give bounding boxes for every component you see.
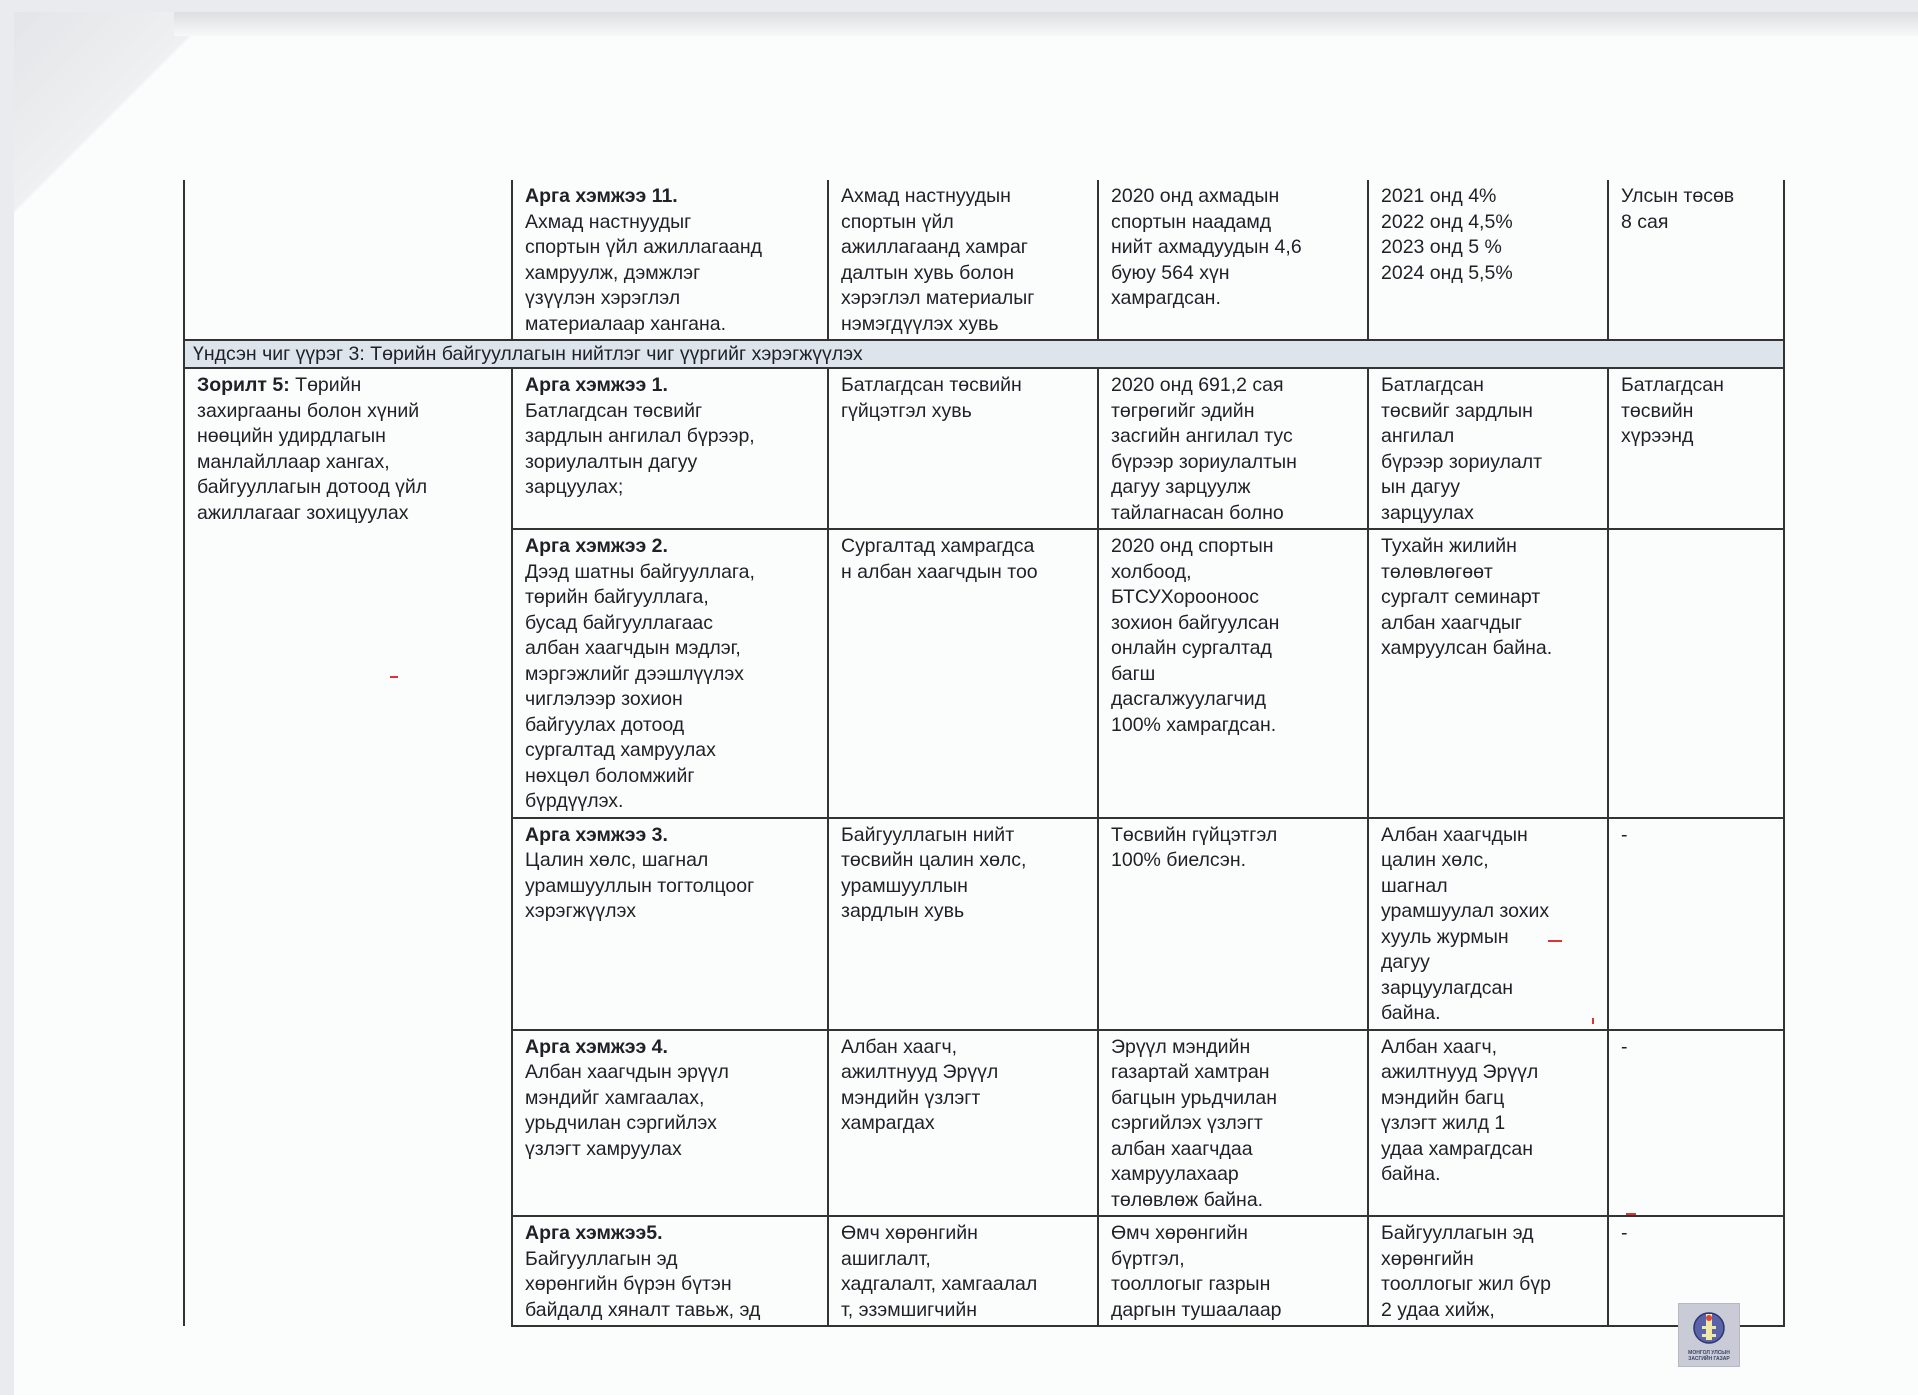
action-description: Албан хаагчдын эрүүл мэндийг хамгаалах, урьдчилан сэргийлэх үзлэгт хамруулах: [525, 1061, 729, 1160]
action-cell: [512, 180, 828, 340]
baseline-cell: Эрүүл мэндийн газартай хамтран багцын урьдчилан сэргийлэх үзлэгт албан хаагчдаа хамруулахаар төлөвлөж байна.: [1098, 1030, 1368, 1217]
budget-cell: -: [1608, 1216, 1784, 1326]
document-page: [183, 180, 1783, 1321]
action-cell: [512, 1216, 828, 1326]
baseline-cell: 2020 онд ахмадын спортын наадамд нийт ахмадуудын 4,6 буюу 564 хүн хамрагдсан.: [1098, 180, 1368, 340]
target-cell: Батлагдсан төсвийг зардлын ангилал бүрээр зориулалт ын дагуу зарцуулах: [1368, 368, 1608, 529]
indicator-cell: Ахмад настнуудын спортын үйл ажиллагаанд хамраг далтын хувь болон хэрэглэл материалыг нэмэгдүүлэх хувь: [828, 180, 1098, 340]
action-title: Арга хэмжээ 1.: [525, 374, 668, 396]
target-cell: Байгууллагын эд хөрөнгийн тооллогыг жил бүр 2 удаа хийж,: [1368, 1216, 1608, 1326]
action-title: Арга хэмжээ5.: [525, 1222, 663, 1244]
action-description: Ахмад настнуудыг спортын үйл ажиллагаанд хамруулж, дэмжлэг үзүүлэн хэрэглэл материалаар хангана.: [525, 210, 763, 335]
page-top-shadow: [174, 12, 1918, 36]
indicator-cell: Өмч хөрөнгийн ашиглалт, хадгалалт, хамгаалал т, эзэмшигчийн: [828, 1216, 1098, 1326]
goal-cell: [184, 368, 512, 1326]
scan-speck: [390, 676, 398, 678]
baseline-cell: Төсвийн гүйцэтгэл 100% биелсэн.: [1098, 818, 1368, 1030]
action-cell: [512, 529, 828, 818]
budget-cell: -: [1608, 1030, 1784, 1217]
indicator-cell: Сургалтад хамрагдса н албан хаагчдын тоо: [828, 529, 1098, 818]
target-cell: Албан хаагч, ажилтнууд Эрүүл мэндийн багц үзлэгт жилд 1 удаа хамрагдсан байна.: [1368, 1030, 1608, 1217]
budget-cell: [1608, 529, 1784, 818]
table-row: [184, 368, 1784, 529]
soyombo-emblem-icon: [1692, 1308, 1726, 1348]
indicator-cell: Байгууллагын нийт төсвийн цалин хөлс, урамшууллын зардлын хувь: [828, 818, 1098, 1030]
action-description: Цалин хөлс, шагнал урамшууллын тогтолцоог хэрэгжүүлэх: [525, 849, 755, 922]
action-plan-table: [183, 180, 1785, 1326]
section-header-row: [184, 340, 1784, 368]
indicator-cell: Батлагдсан төсвийн гүйцэтгэл хувь: [828, 368, 1098, 529]
action-cell: [512, 818, 828, 1030]
budget-cell: -: [1608, 818, 1784, 1030]
goal-cell-empty: [184, 180, 512, 340]
target-cell: 2021 онд 4% 2022 онд 4,5% 2023 онд 5 % 2024 онд 5,5%: [1368, 180, 1608, 340]
action-cell: [512, 368, 828, 529]
target-cell: Тухайн жилийн төлөвлөгөөт сургалт семинарт албан хаагчдыг хамруулсан байна.: [1368, 529, 1608, 818]
scan-speck: [1626, 1213, 1636, 1215]
government-emblem: [1678, 1303, 1740, 1367]
action-title: Арга хэмжээ 3.: [525, 823, 668, 846]
indicator-cell: Албан хаагч, ажилтнууд Эрүүл мэндийн үзлэгт хамрагдах: [828, 1030, 1098, 1217]
scan-speck: [1548, 940, 1562, 942]
table-row: [184, 180, 1784, 340]
action-title: Арга хэмжээ 4.: [525, 1035, 668, 1058]
action-description: Байгууллагын эд хөрөнгийн бүрэн бүтэн байдалд хяналт тавьж, эд: [525, 1247, 761, 1321]
action-cell: [512, 1030, 828, 1217]
budget-cell: Улсын төсөв 8 сая: [1608, 180, 1784, 340]
goal-text: Төрийн захиргааны болон хүний нөөцийн удирдлагын манлайллаар хангах, байгууллагын дотоод үйл ажиллагааг зохицуулах: [197, 374, 428, 524]
action-description: Дээд шатны байгууллага, төрийн байгууллага, бусад байгууллагаас албан хаагчдын мэдлэг, мэргэжлийг дээшлүүлэх чиглэлээр зохион байгуулах дотоод сургалтад хамруулах нөхцөл боломжийг бүрдүүлэх.: [525, 560, 755, 812]
baseline-cell: Өмч хөрөнгийн бүртгэл, тооллогыг газрын даргын тушаалаар: [1098, 1216, 1368, 1326]
section-header: Үндсэн чиг үүрэг 3: Төрийн байгууллагын нийтлэг чиг үүргийг хэрэгжүүлэх: [184, 340, 1784, 368]
action-title: Арга хэмжээ 11.: [525, 185, 678, 207]
target-cell: Албан хаагчдын цалин хөлс, шагнал урамшуулал зохих хууль журмын дагуу зарцуулагдсан байна.: [1368, 818, 1608, 1030]
emblem-caption: МОНГОЛ УЛСЫН ЗАСГИЙН ГАЗАР: [1688, 1350, 1730, 1362]
baseline-cell: 2020 онд спортын холбоод, БТСУХорооноос зохион байгуулсан онлайн сургалтад багш дасгалжуулагчид 100% хамрагдсан.: [1098, 529, 1368, 818]
scan-speck: [1592, 1018, 1594, 1024]
baseline-cell: 2020 онд 691,2 сая төгрөгийг эдийн засгийн ангилал тус бүрээр зориулалтын дагуу зарцуулж тайлагнасан болно: [1098, 368, 1368, 529]
action-title: Арга хэмжээ 2.: [525, 535, 668, 557]
action-description: Батлагдсан төсвийг зардлын ангилал бүрээр, зориулалтын дагуу зарцуулах;: [525, 399, 755, 498]
budget-cell: Батлагдсан төсвийн хүрээнд: [1608, 368, 1784, 529]
goal-label: Зорилт 5:: [197, 374, 290, 396]
